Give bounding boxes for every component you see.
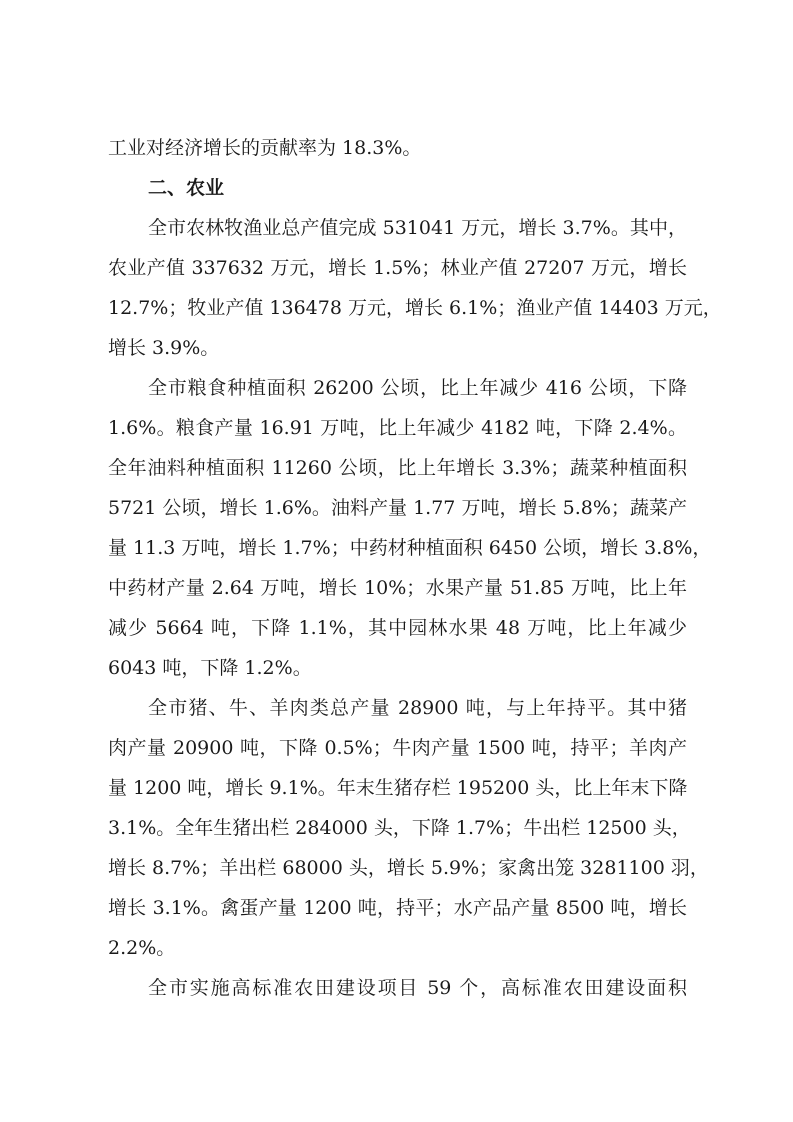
- text-line: 减少 5664 吨，下降 1.1%，其中园林水果 48 万吨，比上年减少: [108, 617, 687, 639]
- text-line: 工业对经济增长的贡献率为 18.3%。: [108, 137, 422, 159]
- text-line: 全市粮食种植面积 26200 公顷，比上年减少 416 公顷，下降: [148, 377, 687, 399]
- text-line: 12.7%；牧业产值 136478 万元，增长 6.1%；渔业产值 14403 万元，: [108, 297, 722, 319]
- text-line: 量 1200 吨，增长 9.1%。年末生猪存栏 195200 头，比上年末下降: [108, 777, 688, 799]
- text-line: 全市猪、牛、羊肉类总产量 28900 吨，与上年持平。其中猪: [148, 697, 687, 719]
- text-line: 5721 公顷，增长 1.6%。油料产量 1.77 万吨，增长 5.8%；蔬菜产: [108, 497, 687, 519]
- text-line: 全年油料种植面积 11260 公顷，比上年增长 3.3%；蔬菜种植面积: [108, 457, 687, 479]
- text-line: 中药材产量 2.64 万吨，增长 10%；水果产量 51.85 万吨，比上年: [108, 577, 687, 599]
- section-heading: 二、农业: [148, 177, 225, 199]
- text-line: 增长 8.7%；羊出栏 68000 头，增长 5.9%；家禽出笼 3281100 羽，: [108, 857, 709, 879]
- text-line: 3.1%。全年生猪出栏 284000 头，下降 1.7%；牛出栏 12500 头，: [108, 817, 691, 839]
- text-line: 肉产量 20900 吨，下降 0.5%；牛肉产量 1500 吨，持平；羊肉产: [108, 737, 687, 759]
- text-line: 6043 吨，下降 1.2%。: [108, 657, 312, 679]
- text-line: 全市农林牧渔业总产值完成 531041 万元，增长 3.7%。其中，: [148, 217, 687, 239]
- text-line: 全市实施高标准农田建设项目 59 个，高标准农田建设面积: [148, 977, 687, 999]
- text-line: 增长 3.9%。: [108, 337, 220, 359]
- text-line: 增长 3.1%。禽蛋产量 1200 吨，持平；水产品产量 8500 吨，增长: [108, 897, 687, 919]
- text-line: 农业产值 337632 万元，增长 1.5%；林业产值 27207 万元，增长: [108, 257, 687, 279]
- text-line: 1.6%。粮食产量 16.91 万吨，比上年减少 4182 吨，下降 2.4%。: [108, 417, 687, 439]
- text-line: 2.2%。: [108, 937, 176, 959]
- text-line: 量 11.3 万吨，增长 1.7%；中药材种植面积 6450 公顷，增长 3.8%，: [108, 537, 712, 559]
